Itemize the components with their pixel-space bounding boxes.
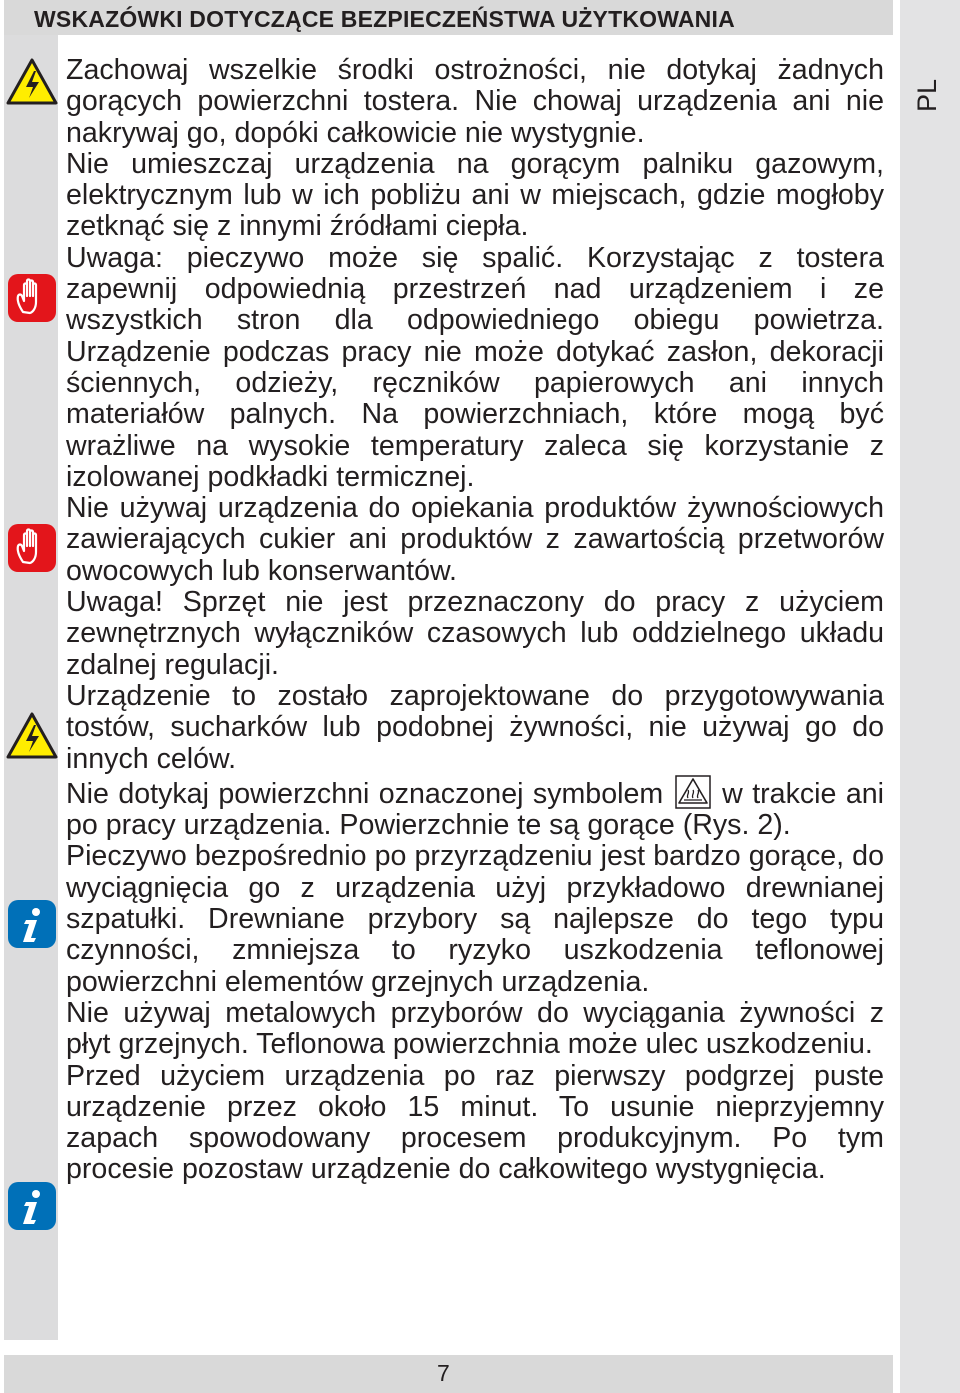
electric-warning-icon <box>6 56 58 108</box>
info-icon <box>6 898 58 950</box>
stop-hand-icon <box>6 272 58 324</box>
safety-text <box>66 55 884 1186</box>
info-icon <box>6 1180 58 1232</box>
right-margin-stripe <box>900 0 960 1393</box>
section-title: WSKAZÓWKI DOTYCZĄCE BEZPIECZEŃSTWA UŻYTKOWANIA <box>34 6 735 32</box>
stop-hand-icon <box>6 522 58 574</box>
language-label: PL <box>912 78 943 112</box>
left-margin-stripe <box>4 35 58 1340</box>
page-number: 7 <box>437 1360 450 1386</box>
hot-surface-text-after: w trakcie ani po pracy urządzenia. Powierzchnie te są gorące (Rys. 2). <box>66 777 885 842</box>
paragraph-hot-surface <box>66 775 884 842</box>
paragraph: Nie używaj urządzenia do opiekania produktów żywnościowych zawierających cukier ani produktów z zawartością przetworów owocowych lub konserwantów. <box>66 492 884 587</box>
paragraph: Nie używaj metalowych przyborów do wyciągania żywności z płyt grzejnych. Teflonowa powierzchnia może ulec uszkodzeniu. <box>66 996 884 1061</box>
paragraph: Pieczywo bezpośrednio po przyrządzeniu jest bardzo gorące, do wyciągnięcia go z urządzenia użyj przykładowo drewnianej szpatułki. Drewniane przybory są najlepsze do tego typu czynności, zmniejsza to ryzyko uszkodzenia teflonowej powierzchni elementów grzejnych urządzenia. <box>66 840 884 998</box>
hot-surface-icon <box>675 775 711 809</box>
section-header <box>4 0 893 35</box>
paragraph: Uwaga: pieczywo może się spalić. Korzystając z tostera zapewnij odpowiednią przestrzeń nad urządzeniem i ze wszystkich stron dla odpowiedniego obiegu powietrza. Urządzenie podczas pracy nie może dotykać zasłon, dekoracji ściennych, odzieży, ręczników papierowych ani innych materiałów palnych. Na powierzchniach, które mogą być wrażliwe na wysokie temperatury zaleca się korzystanie z izolowanej podkładki termicznej. <box>66 241 884 493</box>
hot-surface-text-before: Nie dotykaj powierzchni oznaczonej symbolem <box>66 777 664 810</box>
language-tab <box>908 70 948 120</box>
paragraph: Zachowaj wszelkie środki ostrożności, nie dotykaj żadnych gorących powierzchni tostera. Nie chowaj urządzenia ani nie nakrywaj go, dopóki całkowicie nie wystygnie. <box>66 54 884 149</box>
paragraph: Przed użyciem urządzenia po raz pierwszy podgrzej puste urządzenie przez około 15 minut. To usunie nieprzyjemny zapach spowodowany procesem produkcyjnym. Po tym procesie pozostaw urządzenie do całkowitego wystygnięcia. <box>66 1059 884 1186</box>
paragraph: Uwaga! Sprzęt nie jest przeznaczony do pracy z użyciem zewnętrznych wyłączników czasowych lub oddzielnego układu zdalnej regulacji. <box>66 586 884 681</box>
paragraph: Nie umieszczaj urządzenia na gorącym palniku gazowym, elektrycznym lub w ich pobliżu ani w miejscach, gdzie mogłoby zetknąć się z innymi źródłami ciepła. <box>66 147 884 243</box>
paragraph: Urządzenie to zostało zaprojektowane do przygotowywania tostów, sucharków lub podobnej żywności, nie używaj go do innych celów. <box>66 679 884 775</box>
electric-warning-icon <box>6 710 58 762</box>
